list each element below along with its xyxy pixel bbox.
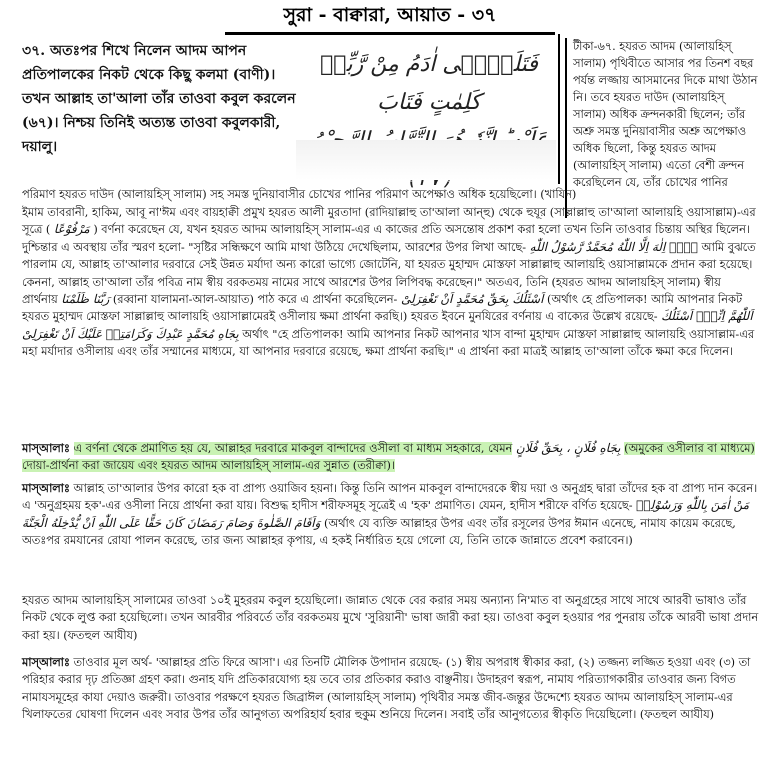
masala-3: [22, 654, 760, 762]
p2-text-a: ইমাম তাবরানী, হাকিম, আবূ না'ঈম এবং বায়হাক্বী প্রমুখ হযরত আলী মুরতাদা (রাদিয়াল্লাহু তা'আলা আন্হু) থেকে হুযূর (সাল্লাল্লাহু তা'আলা আলায়হি ওয়াসাল্লাম)-এর সূত্রে (: [22, 206, 756, 237]
p2-text-f: অর্থাৎ "হে প্রতিপালক! আমি আপনার নিকট আপনার খাস বান্দা মুহাম্মদ মোস্তফা সাল্লাল্লাহু আলায়হি ওয়াসাল্লাম-এর মহা মর্যাদার ওসীলায় এবং তাঁর সম্মানের মাধ্যমে, যা আপনার দরবারে রয়েছে, ক্ষমা প্রার্থনা করছি।" এ প্রার্থনা করা মাত্রই আল্লাহ তা'আলা তাঁকে ক্ষমা করে দিলেন।: [22, 327, 755, 359]
masala-2-label: মাস্আলাঃ: [22, 481, 70, 495]
masala-1-label: মাস্আলাঃ: [22, 441, 70, 455]
p2-text-c: আমি বুঝতে পারলাম যে, আল্লাহ তা'আলার দরবারে সেই উন্নত মর্যাদা অন্য কারো ভাগ্যে জোটেনি, যা হযরত মুহাম্মদ মোস্তফা সাল্লাল্লাহু আলায়হি ওয়াসাল্লামকে প্রদান করা হয়েছে। কেননা, আল্লাহ তা'আলা তাঁর পবিত্র নাম স্বীয় বরকতময় নামের সাথে আরশের উপর লিপিবদ্ধ করেছেন।" অতএব, তিনি (হযরত আদম আলায়হিস্ সালাম) স্বীয় প্রার্থনায়: [22, 240, 756, 307]
faded-bleed-through: [296, 140, 556, 180]
masala-2-text: আল্লাহ তা'আলার উপর কারো হক বা প্রাপ্য ওয়াজিব হয়না। কিন্তু তিনি আপন মাকবূল বান্দাদেরকে স্বীয় দয়া ও অনুগ্রহ দ্বারা তাঁদের হক বা প্রাপ্য দান করেন। এ 'অনুগ্রহময় হক'-এর ওসীলা নিয়ে প্রার্থনা করা যায়। বিশুদ্ধ হাদীস শরীফসমূহ সূত্রেই এ 'হক' প্রমাণিত। যেমন, হাদীস শরীফে বর্ণিত হয়েছে-: [22, 482, 758, 513]
verse-arabic-line-1: فَتَلَقّٰۤى اٰدَمُ مِنْ رَّبِّهٖ كَلِمٰتٍ فَتَابَ: [320, 52, 538, 115]
p2-text-d: (রব্বানা যালামনা-আল-আয়াত) পাঠ করে এ প্রার্থনা করেছিলেন-: [112, 293, 398, 307]
masala-1-arabic: بِجَاهِ فُلَانٍ ، بِحَقِّ فُلَانٍ: [515, 441, 621, 455]
masala-1-highlight-b: (অমুকের ওসীলার বা মাধ্যমে) দোয়া-প্রার্থনা করা জায়েয এবং হযরত আদম আলায়হিস্ সালাম-এর সুন্নাত (তরীক্বা)।: [22, 442, 755, 473]
p2-arabic-kalima: لَاۤ اِلٰهَ اِلَّا اللّٰهُ مُحَمَّدٌ رَّسُوْلُ اللّٰهِ: [529, 239, 698, 254]
p2-text-b: ) বর্ণনা করেছেন যে, যখন হযরত আদম আলায়হিস্ সালাম-এর এ কাজের প্রতি অসন্তোষ প্রকাশ করা হলো তখন তিনি তাওবার চিন্তায় অস্থির ছিলেন। দুশ্চিন্তার এ অবস্থায় তাঁর স্মরণ হলো- "সৃষ্টির সন্ধিক্ষণে আমি মাথা উঠিয়ে দেখেছিলাম, আরশের উপর লিখা আছে-: [22, 223, 750, 254]
p2-text-e: (অর্থাৎ হে প্রতিপালক! আমি আপনার নিকট হযরত মুহাম্মদ মোস্তফা সাল্লাল্লাহু আলায়হি ওয়াসাল্লামেরই ওসীলায় ক্ষমা প্রার্থনা করছি।) হযরত ইবনে মুনযিরের বর্ণনায় এ বাক্যের উল্লেখ রয়েছে-: [22, 293, 743, 324]
p2-arabic-rabbana: رَبَّنَا ظَلَمْنَا: [61, 292, 110, 307]
p2-arabic-dua-1: اَسْئَلُكَ بِحَقِّ مُحَمَّدٍ اَنْ تَغْفِرَلِىْ: [400, 292, 544, 307]
verse-arabic: [306, 46, 552, 132]
masala-1-highlight-a: এ বর্ণনা থেকে প্রমাণিত হয় যে, আল্লাহর দরবারে মাকবূল বান্দাদের ওসীলা বা মাধ্যম সহকারে, যেমন: [73, 442, 513, 455]
masala-3-text: তাওবার মূল অর্থ- 'আল্লাহর প্রতি ফিরে আসা'। এর তিনটি মৌলিক উপাদান রয়েছে- (১) স্বীয় অপরাধ স্বীকার করা, (২) তজ্জন্য লজ্জিত হওয়া এবং (৩) তা পরিহার করার দৃঢ় প্রতিজ্ঞা গ্রহণ করা। গুনাহ যদি প্রতিকারযোগ্য হয় তবে তার প্রতিকার করাও বাঞ্ছনীয়। উদাহরণ স্বরূপ, নামায পরিত্যাগকারীর তাওবার জন্য বিগত নামাযসমূহের কাযা দেয়াও জরুরী। তাওবার পরক্ষণে হযরত জিব্রাঈল (আলায়হিস্ সালাম) পৃথিবীর সমস্ত জীব-জন্তুর উদ্দেশ্যে হযরত আদম আলায়হিস্ সালাম-এর খিলাফতের ঘোষণা দিলেন এবং সবার উপর তাঁর আনুগত্য অপরিহার্য হবার হুকুম শুনিয়ে দিলেন। সবাই তাঁর আনুগত্যের স্বীকৃতি দিয়েছিলো। (ফতহুল আযীয): [22, 656, 751, 722]
verse-translation: ৩৭. অতঃপর শিখে নিলেন আদম আপন প্রতিপালকের নিকট থেকে কিছু কলমা (বাণী)। তখন আল্লাহ তা'আলা তাঁর তাওবা কবুল করলেন (৬৭)। নিশ্চয় তিনিই অত্যন্ত তাওবা কবুলকারী, দয়ালু।: [22, 43, 296, 155]
page-title: সুরা - বাক্বারা, আয়াত - ৩৭: [283, 4, 497, 26]
title-underline: [225, 32, 555, 35]
masala-1: [22, 440, 760, 478]
body-paragraph-2: [22, 204, 760, 436]
masala-2-arabic-hadith: مَنْ اٰمَنَ بِاللّٰهِ وَرَسُوْلِهٖ وَاَقَامَ الصَّلٰوةَ وَصَامَ رَمَضَانَ كَانَ حَقًّا عَلَى اللّٰهِ اَنْ يُّدْخِلَهُ الْجَنَّةَ: [22, 498, 750, 530]
footnote-67: টীকা-৬৭. হযরত আদম (আলায়হিস্ সালাম) পৃথিবীতে আসার পর তিনশ বছর পর্যন্ত লজ্জায় আসমানের দিকে মাথা উঠান নি। তবে হযরত দাউদ (আলায়হিস্ সালাম) অধিক ক্রন্দনকারী ছিলেন; তাঁর অশ্রু সমস্ত দুনিয়াবাসীর অশ্রু অপেক্ষাও অধিক ছিলো, কিন্তু হযরত আদম (আলায়হিস্ সালাম) এতো বেশী ক্রন্দন করেছিলেন যে, তাঁর চোখের পানির: [565, 38, 760, 218]
masala-2: [22, 480, 760, 586]
p2-arabic-marfu: مَرْفُوْعًا: [53, 222, 90, 237]
p2-arabic-dua-2: اَللّٰهُمَّ اِنِّىْۤ اَسْئَلُكَ بِجَاهِ مُحَمَّدٍ عَبْدِكَ وَكَرَامَتِهٖ عَلَيْكَ اَنْ تَغْفِرَلِىْ: [22, 309, 753, 341]
masala-2-translation: (অর্থাৎ যে ব্যক্তি আল্লাহর উপর এবং তাঁর রসূলের উপর ঈমান এনেছে, নামায কায়েম করেছে, অতঃপর রমযানের রোযা পালন করেছে, তার জন্য আল্লাহর কৃপায়, এ হকই নির্ধারিত হয়ে গেলো যে, তিনি তাকে জান্নাতে প্রবেশ করাবেন।): [22, 516, 736, 548]
body-paragraph-1: পরিমাণ হযরত দাউদ (আলায়হিস্ সালাম) সহ সমস্ত দুনিয়াবাসীর চোখের পানির পরিমাণ অপেক্ষাও অধিক হয়েছিলো। (খাযিন): [22, 188, 577, 201]
masala-3-label: মাস্আলাঃ: [22, 655, 70, 669]
body-paragraph-3: হযরত আদম আলায়হিস্ সালামের তাওবা ১০ই মুহররম কবুল হয়েছিলো। জান্নাত থেকে বের করার সময় অন্যান্য নি'মাত বা অনুগ্রহের সাথে সাথে আরবী ভাষাও তাঁর নিকট থেকে লুপ্ত করা হয়েছিলো। তখন আরবীর পরিবর্তে তাঁর বরকতময় মুখে 'সুরিয়ানী' ভাষা জারী করা হয়। তাওবা কবুল হওয়ার পর পুনরায় তাঁকে আরবী ভাষা প্রদান করা হয়। (ফতহুল আযীয): [22, 594, 759, 642]
column-divider: [558, 34, 560, 184]
